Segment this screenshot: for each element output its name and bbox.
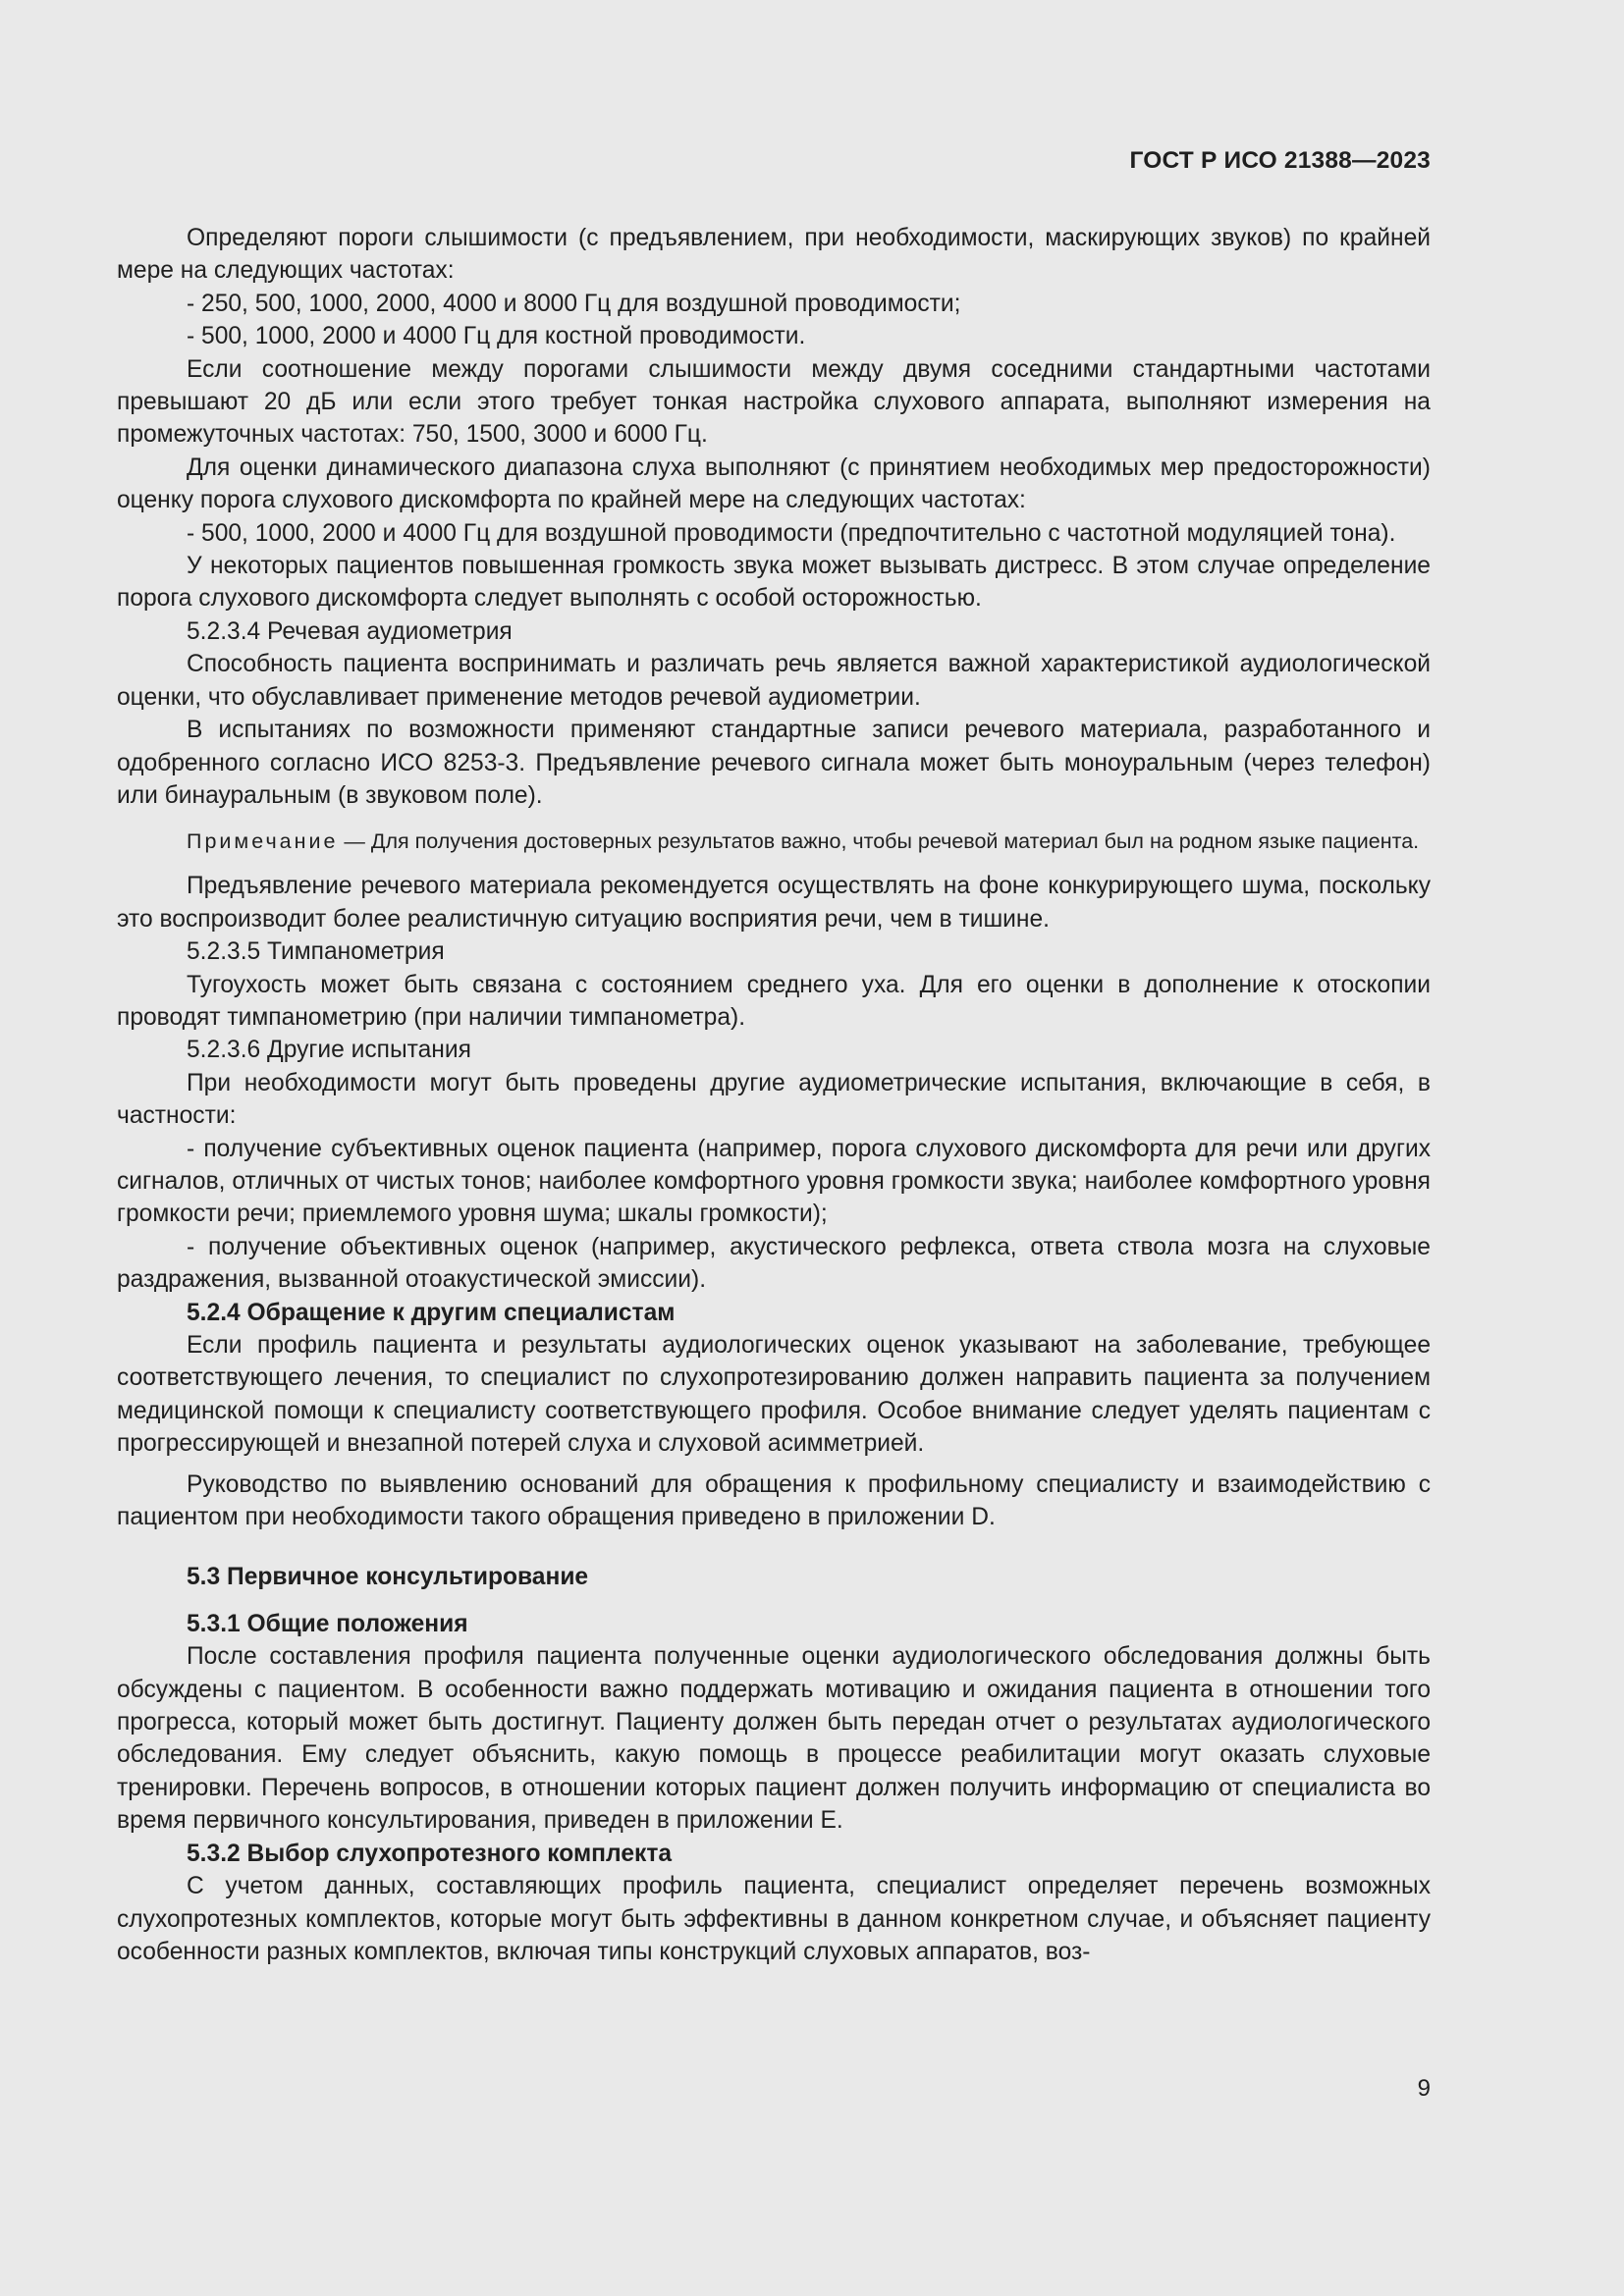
note-text: — Для получения достоверных результатов важно, чтобы речевой материал был на родном языке пациента. [338,829,1420,854]
note [117,827,1431,856]
list-item: - получение субъективных оценок пациента (например, порога слухового дискомфорта для речи или других сигналов, отличных от чистых тонов; наиболее комфортного уровня громкости звука; наиболее комфортного уровня громкости речи; приемлемого уровня шума; шкалы громкости); [117,1135,1431,1228]
paragraph: Если профиль пациента и результаты аудиологических оценок указывают на заболевание, требующее соответствующего лечения, то специалист по слухопротезированию должен направить пациента за получением медицинской помощи к специалисту соответствующего профиля. Особое внимание следует уделять пациентам с прогрессирующей и внезапной потерей слуха и слуховой асимметрией. [117,1332,1431,1458]
section-heading-5-2-4: 5.2.4 Обращение к другим специалистам [187,1299,676,1326]
paragraph: После составления профиля пациента полученные оценки аудиологического обследования должны быть обсуждены с пациентом. В особенности важно поддержать мотивацию и ожидания пациента в отношении того прогресса, который может быть достигнут. Пациенту должен быть передан отчет о результатах аудиологического обследования. Ему следует объяснить, какую помощь в процессе реабилитации могут оказать слуховые тренировки. Перечень вопросов, в отношении которых пациент должен получить информацию от специалиста во время первичного консультирования, приведен в приложении E. [117,1643,1431,1835]
paragraph: Предъявление речевого материала рекомендуется осуществлять на фоне конкурирующего шума, поскольку это воспроизводит более реалистичную ситуацию восприятия речи, чем в тишине. [117,873,1431,933]
paragraph: Тугоухость может быть связана с состоянием среднего уха. Для его оценки в дополнение к отоскопии проводят тимпанометрию (при наличии тимпанометра). [117,971,1431,1031]
paragraph: Определяют пороги слышимости (с предъявлением, при необходимости, маскирующих звуков) по крайней мере на следующих частотах: [117,225,1431,285]
paragraph: Если соотношение между порогами слышимости между двумя соседними стандартными частотами превышают 20 дБ или если этого требует тонкая настройка слухового аппарата, выполняют измерения на промежуточных частотах: 750, 1500, 3000 и 6000 Гц. [117,355,1431,449]
section-heading-5-3-2: 5.3.2 Выбор слухопротезного комплекта [187,1840,673,1867]
paragraph: Для оценки динамического диапазона слуха выполняют (с принятием необходимых мер предосторожности) оценку порога слухового дискомфорта по крайней мере на следующих частотах: [117,454,1431,514]
section-heading-5-2-3-6: 5.2.3.6 Другие испытания [187,1037,471,1064]
paragraph: Способность пациента воспринимать и различать речь является важной характеристикой аудиологической оценки, что обуславливает применение методов речевой аудиометрии. [117,651,1431,711]
list-item: - 250, 500, 1000, 2000, 4000 и 8000 Гц для воздушной проводимости; [187,290,961,317]
section-heading-5-2-3-5: 5.2.3.5 Тимпанометрия [187,938,445,966]
page-number: 9 [1417,2075,1431,2102]
note-label: Примечание [187,829,339,854]
paragraph: При необходимости могут быть проведены другие аудиометрические испытания, включающие в себя, в частности: [117,1069,1431,1130]
section-heading-5-2-3-4: 5.2.3.4 Речевая аудиометрия [187,617,513,645]
list-item: - получение объективных оценок (например, акустического рефлекса, ответа ствола мозга на слуховые раздражения, вызванной отоакустической эмиссии). [117,1233,1431,1294]
document-body [117,222,1431,1968]
paragraph: В испытаниях по возможности применяют стандартные записи речевого материала, разработанного и одобренного согласно ИСО 8253-3. Предъявление речевого сигнала может быть моноуральным (через телефон) или бинауральным (в звуковом поле). [117,717,1431,809]
section-heading-5-3: 5.3 Первичное консультирование [187,1564,589,1591]
paragraph: Руководство по выявлению оснований для обращения к профильному специалисту и взаимодействию с пациентом при необходимости такого обращения приведено в приложении D. [117,1470,1431,1531]
paragraph: У некоторых пациентов повышенная громкость звука может вызывать дистресс. В этом случае определение порога слухового дискомфорта следует выполнять с особой осторожностью. [117,553,1431,613]
paragraph: С учетом данных, составляющих профиль пациента, специалист определяет перечень возможных слухопротезных комплектов, которые могут быть эффективны в данном конкретном случае, и объясняет пациенту особенности разных комплектов, включая типы конструкций слуховых аппаратов, воз- [117,1873,1431,1965]
document-header: ГОСТ Р ИСО 21388—2023 [1129,147,1431,174]
list-item: - 500, 1000, 2000 и 4000 Гц для костной проводимости. [187,323,806,350]
list-item: - 500, 1000, 2000 и 4000 Гц для воздушной проводимости (предпочтительно с частотной модуляцией тона). [187,519,1396,547]
section-heading-5-3-1: 5.3.1 Общие положения [187,1610,468,1637]
